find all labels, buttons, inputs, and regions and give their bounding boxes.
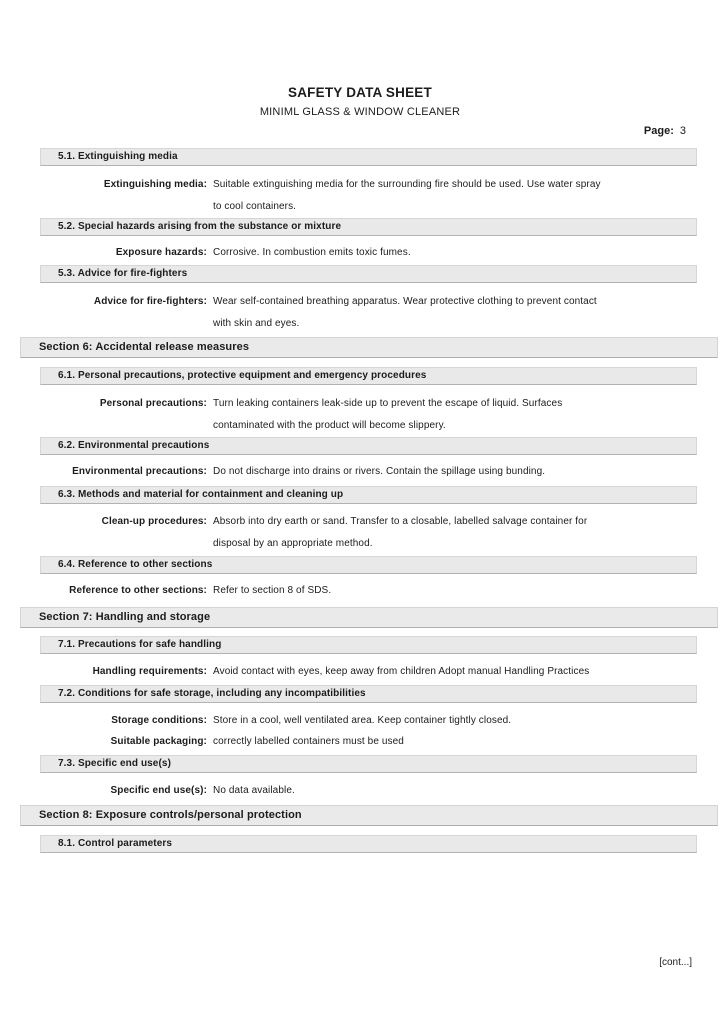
subsection-heading-6-3: 6.3. Methods and material for containment and cleaning up xyxy=(40,486,697,504)
field-label: Advice for fire-fighters: xyxy=(93,296,207,307)
subsection-heading-5-1: 5.1. Extinguishing media xyxy=(40,148,697,166)
value-line: to cool containers. xyxy=(213,201,297,212)
continuation-marker: [cont...] xyxy=(659,957,692,968)
field-label: Exposure hazards: xyxy=(115,247,207,258)
field-value xyxy=(213,174,673,218)
value-line: Wear self-contained breathing apparatus. Wear protective clothing to prevent contact xyxy=(213,296,597,307)
field-label: Specific end use(s): xyxy=(110,785,207,796)
field-exposure-hazards xyxy=(0,242,720,264)
field-label: Handling requirements: xyxy=(92,666,207,677)
subsection-heading-5-3: 5.3. Advice for fire-fighters xyxy=(40,265,697,283)
field-reference-other-sections xyxy=(0,580,720,602)
value-line: correctly labelled containers must be used xyxy=(213,736,404,747)
field-value xyxy=(213,461,673,483)
field-label: Personal precautions: xyxy=(99,398,207,409)
document-title: SAFETY DATA SHEET xyxy=(288,85,432,100)
page-indicator xyxy=(644,125,686,137)
field-label: Extinguishing media: xyxy=(103,179,207,190)
field-value xyxy=(213,710,673,732)
field-label: Storage conditions: xyxy=(111,715,207,726)
field-advice-fire-fighters xyxy=(0,291,720,335)
value-line: Suitable extinguishing media for the surrounding fire should be used. Use water spray xyxy=(213,179,601,190)
field-label: Clean-up procedures: xyxy=(101,516,207,527)
field-personal-precautions xyxy=(0,393,720,437)
value-line: Avoid contact with eyes, keep away from children Adopt manual Handling Practices xyxy=(213,666,590,677)
product-name: MINIML GLASS & WINDOW CLEANER xyxy=(259,106,461,118)
field-storage-conditions xyxy=(0,710,720,732)
subsection-heading-7-3: 7.3. Specific end use(s) xyxy=(40,755,697,773)
value-line: contaminated with the product will become slippery. xyxy=(213,420,446,431)
field-label: Reference to other sections: xyxy=(69,585,207,596)
section-heading-8: Section 8: Exposure controls/personal protection xyxy=(20,805,718,826)
field-environmental-precautions xyxy=(0,461,720,483)
value-line: Do not discharge into drains or rivers. Contain the spillage using bunding. xyxy=(213,466,546,477)
subsection-heading-5-2: 5.2. Special hazards arising from the substance or mixture xyxy=(40,218,697,236)
subsection-heading-6-1: 6.1. Personal precautions, protective equipment and emergency procedures xyxy=(40,367,697,385)
subsection-heading-6-4: 6.4. Reference to other sections xyxy=(40,556,697,574)
subsection-heading-7-1: 7.1. Precautions for safe handling xyxy=(40,636,697,654)
subsection-heading-6-2: 6.2. Environmental precautions xyxy=(40,437,697,455)
field-value xyxy=(213,731,673,753)
field-extinguishing-media xyxy=(0,174,720,218)
field-value xyxy=(213,780,673,802)
field-value xyxy=(213,242,673,264)
value-line: with skin and eyes. xyxy=(213,318,300,329)
field-specific-end-uses xyxy=(0,780,720,802)
subsection-heading-7-2: 7.2. Conditions for safe storage, including any incompatibilities xyxy=(40,685,697,703)
value-line: Absorb into dry earth or sand. Transfer to a closable, labelled salvage container for xyxy=(213,516,588,527)
subsection-heading-8-1: 8.1. Control parameters xyxy=(40,835,697,853)
field-value xyxy=(213,291,673,335)
value-line: disposal by an appropriate method. xyxy=(213,538,373,549)
value-line: Turn leaking containers leak-side up to prevent the escape of liquid. Surfaces xyxy=(213,398,563,409)
field-label: Suitable packaging: xyxy=(110,736,207,747)
field-handling-requirements xyxy=(0,661,720,683)
section-heading-7: Section 7: Handling and storage xyxy=(20,607,718,628)
field-label: Environmental precautions: xyxy=(72,466,207,477)
section-heading-6: Section 6: Accidental release measures xyxy=(20,337,718,358)
value-line: No data available. xyxy=(213,785,295,796)
page-label: Page: xyxy=(643,125,674,137)
value-line: Refer to section 8 of SDS. xyxy=(213,585,332,596)
field-value xyxy=(213,511,673,555)
value-line: Store in a cool, well ventilated area. Keep container tightly closed. xyxy=(213,715,512,726)
page-number: 3 xyxy=(679,125,686,137)
value-line: Corrosive. In combustion emits toxic fumes. xyxy=(213,247,411,258)
field-value xyxy=(213,580,673,602)
field-value xyxy=(213,661,673,683)
field-suitable-packaging xyxy=(0,731,720,753)
field-cleanup-procedures xyxy=(0,511,720,555)
field-value xyxy=(213,393,673,437)
